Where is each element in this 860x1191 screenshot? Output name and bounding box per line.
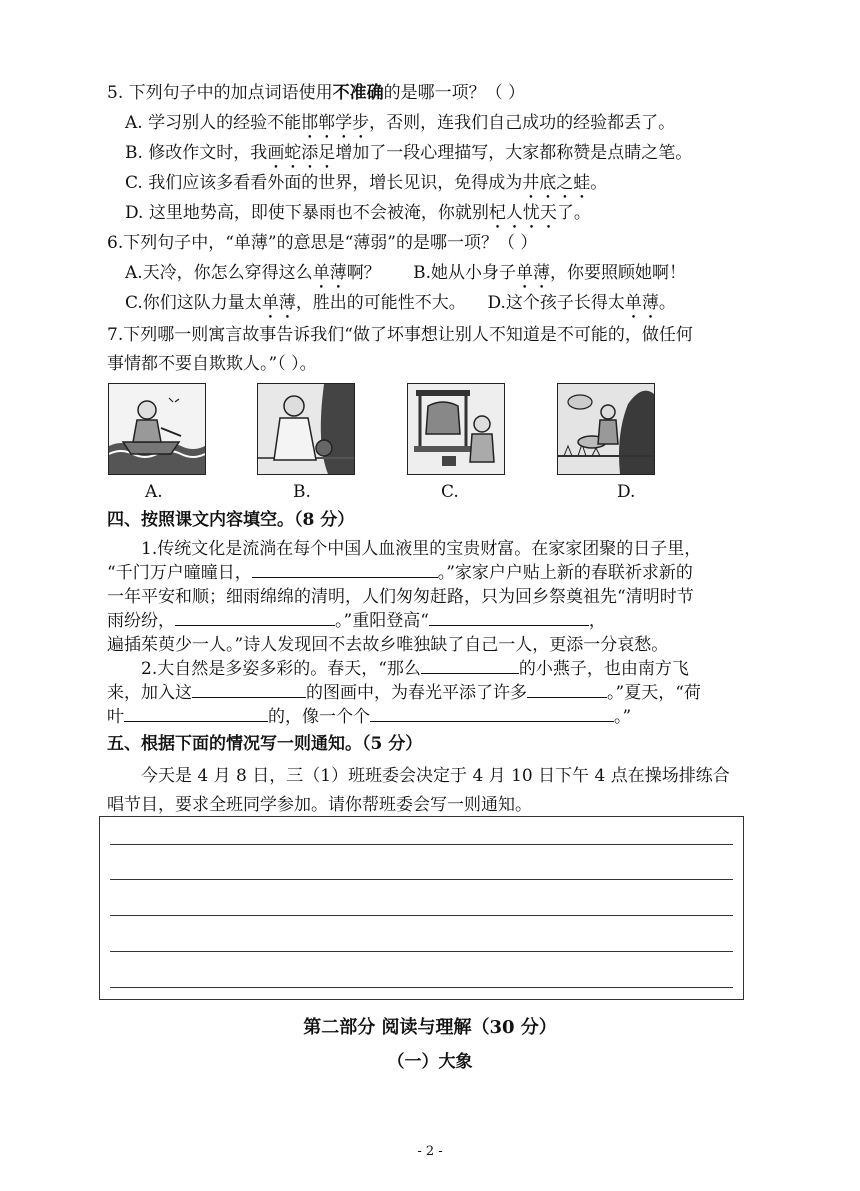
blank-2[interactable]: [175, 610, 335, 626]
section4-p1-line2: “千门万户曈曈日， 。”家家户户贴上新的春联祈求新的: [107, 563, 693, 583]
blank-8[interactable]: [370, 706, 614, 722]
q7-stem-line1: 7.下列哪一则寓言故事告诉我们“做了坏事想让别人不知道是不可能的，做任何: [107, 325, 693, 345]
blank-5[interactable]: [192, 682, 306, 698]
picture-b: [257, 383, 355, 475]
picture-c: [407, 383, 505, 475]
writing-line: [110, 844, 733, 845]
q5-stem: 5. 下列句子中的加点词语使用不准确的是哪一项？（ ）: [107, 83, 526, 103]
writing-line: [110, 987, 733, 988]
section4-p1-line4: 雨纷纷， 。”重阳登高“ ，: [107, 611, 606, 631]
q5-option-b: B. 修改作文时，我画蛇添足增加了一段心理描写，大家都称赞是点睛之笔。: [125, 143, 693, 163]
q6-options-ab: A.天冷，你怎么穿得这么单薄啊？ B.她从小身子单薄，你要照顾她啊！: [125, 263, 687, 283]
part2-title: 第二部分 阅读与理解（30 分）: [303, 1017, 557, 1038]
picture-a-label: A.: [145, 482, 163, 502]
blank-7[interactable]: [124, 706, 268, 722]
q6-options-cd: C.你们这队力量太单薄，胜出的可能性不大。 D.这个孩子长得太单薄。: [125, 293, 676, 313]
q5-option-c: C. 我们应该多看看外面的世界，增长见识，免得成为井底之蛙。: [125, 173, 608, 193]
writing-line: [110, 915, 733, 916]
section4-p2-line2: 来，加入这 的图画中，为春光平添了许多 。”夏天，“荷: [107, 683, 701, 703]
section4-p2-line3: 叶 的，像一个个 。”: [107, 707, 632, 727]
section4-p1-line3: 一年平安和顺；细雨绵绵的清明，人们匆匆赶路，只为回乡祭奠祖先“清明时节: [107, 587, 694, 607]
section4-title: 四、按照课文内容填空。（8 分）: [107, 510, 355, 530]
blank-1[interactable]: [252, 562, 438, 578]
section4-p1-line1: 1.传统文化是流淌在每个中国人血液里的宝贵财富。在家家团聚的日子里，: [141, 539, 702, 559]
section4-p1-line5: 遍插茱萸少一人。”诗人发现回不去故乡唯独缺了自己一人，更添一分哀愁。: [107, 635, 669, 655]
section4-p2-line1: 2.大自然是多姿多彩的。春天，“那么 的小燕子，也由南方飞: [141, 659, 689, 679]
notice-writing-box[interactable]: [99, 816, 744, 1000]
page-number: - 2 -: [417, 1144, 443, 1159]
blank-3[interactable]: [429, 610, 589, 626]
picture-b-label: B.: [293, 482, 311, 502]
writing-line: [110, 879, 733, 880]
blank-4[interactable]: [421, 658, 519, 674]
section5-line2: 唱节目，要求全班同学参加。请你帮班委会写一则通知。: [107, 795, 532, 815]
picture-a: [108, 383, 206, 475]
q5-option-d: D. 这里地势高，即使下暴雨也不会被淹，你就别杞人忧天了。: [125, 203, 591, 223]
picture-c-label: C.: [441, 482, 459, 502]
writing-line: [110, 951, 733, 952]
q5-option-a: A. 学习别人的经验不能邯郸学步，否则，连我们自己成功的经验都丢了。: [125, 113, 676, 133]
picture-d: [557, 383, 655, 475]
section5-title: 五、根据下面的情况写一则通知。（5 分）: [107, 734, 423, 754]
q6-stem: 6.下列句子中，“单薄”的意思是“薄弱”的是哪一项？（ ）: [107, 233, 538, 253]
picture-d-label: D.: [617, 482, 636, 502]
part2-subtitle: （一）大象: [387, 1052, 473, 1072]
section5-line1: 今天是 4 月 8 日，三（1）班班委会决定于 4 月 10 日下午 4 点在操场排练合: [141, 766, 730, 786]
blank-6[interactable]: [527, 682, 607, 698]
q7-stem-line2: 事情都不要自欺欺人。”（ ）。: [107, 354, 317, 374]
